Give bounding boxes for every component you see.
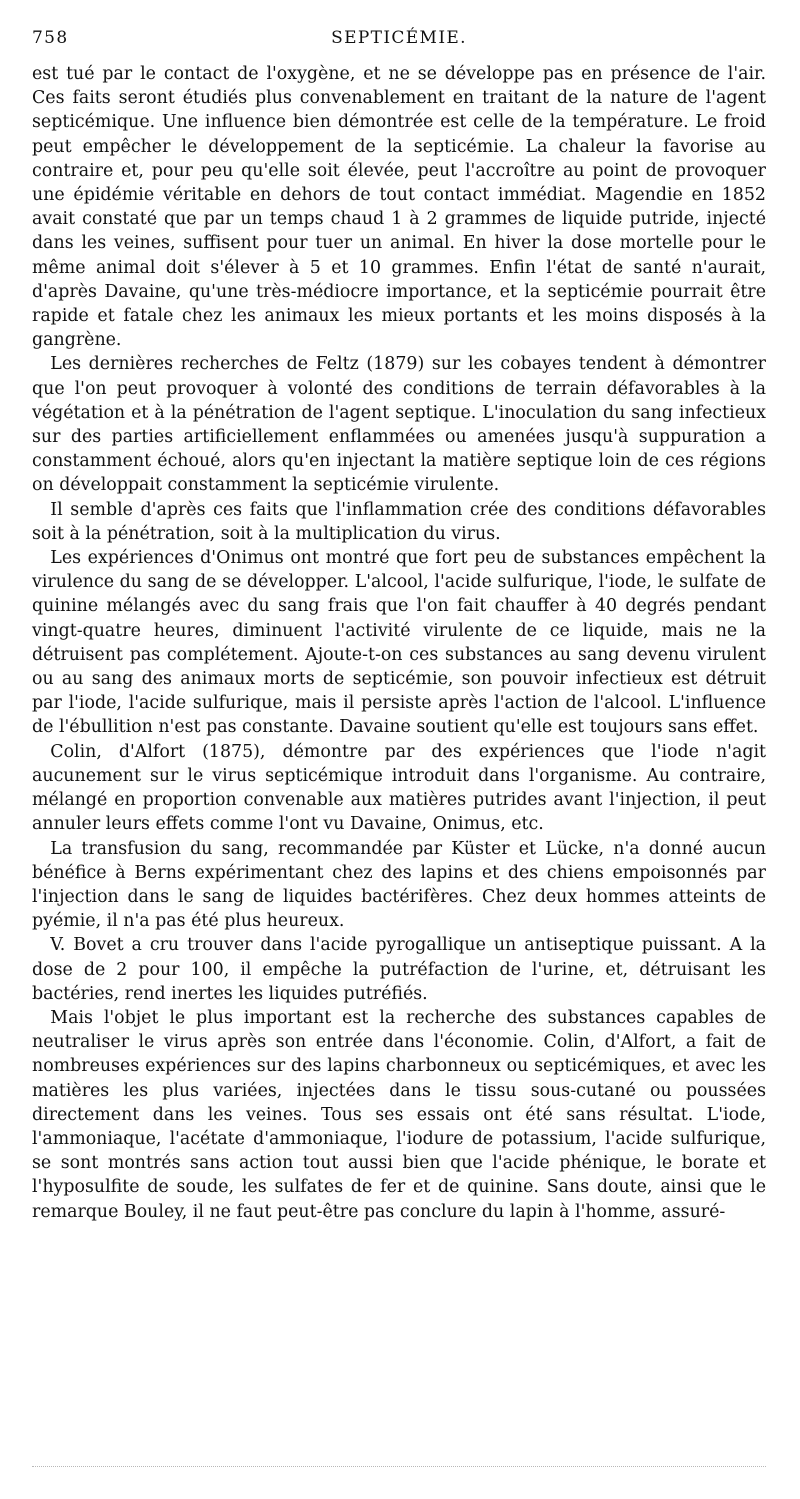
paragraph-1: est tué par le contact de l'oxygène, et ne se développe pas en présence de l'air. Ces faits seront étudiés plus convenablement en traitant de la nature de l'agent septicémique. Une influence bien démontrée est celle de la température. Le froid peut empêcher le développement de la septicémie. La chaleur la favorise au contraire et, pour peu qu'elle soit élevée, peut l'accroître au point de provoquer une épidémie véritable en dehors de tout contact immédiat. Magendie en 1852 avait constaté que par un temps chaud 1 à 2 grammes de liquide putride, injecté dans les veines, suffisent pour tuer un animal. En hiver la dose mortelle pour le même animal doit s'élever à 5 et 10 grammes. Enfin l'état de santé n'aurait, d'après Davaine, qu'une très-médiocre importance, et la septicémie pourrait être rapide et fatale chez les animaux les mieux portants et les moins disposés à la gangrène.	[32, 64, 766, 351]
running-title: SEPTICÉMIE.	[331, 28, 467, 48]
paragraph-6: La transfusion du sang, recommandée par Küster et Lücke, n'a donné aucun bénéfice à Berns expérimentant chez des lapins et des chiens empoisonnés par l'injection dans le sang de liquides bactérifères. Chez deux hommes atteints de pyémie, il n'a pas été plus heureux.	[32, 838, 766, 932]
paragraph-4: Les expériences d'Onimus ont montré que fort peu de substances empêchent la virulence du sang de se développer. L'alcool, l'acide sulfurique, l'iode, le sulfate de quinine mélangés avec du sang frais que l'on fait chauffer à 40 degrés pendant vingt-quatre heures, diminuent l'activité virulente de ce liquide, mais ne la détruisent pas complétement. Ajoute-t-on ces substances au sang devenu virulent ou au sang des animaux morts de septicémie, son pouvoir infectieux est détruit par l'iode, l'acide sulfurique, mais il persiste après l'action de l'alcool. L'influence de l'ébullition n'est pas constante. Davaine soutient qu'elle est toujours sans effet.	[32, 548, 766, 738]
paragraph-5: Colin, d'Alfort (1875), démontre par des expériences que l'iode n'agit aucunement sur le virus septicémique introduit dans l'organisme. Au contraire, mélangé en proportion convenable aux matières putrides avant l'injection, il peut annuler leurs effets comme l'ont vu Davaine, Onimus, etc.	[32, 741, 766, 835]
page-header	[32, 22, 766, 62]
paragraph-2: Les dernières recherches de Feltz (1879) sur les cobayes tendent à démontrer que l'on peut provoquer à volonté des conditions de terrain défavorables à la végétation et à la pénétration de l'agent septique. L'inoculation du sang infectieux sur des parties artificiellement enflammées ou amenées jusqu'à suppuration a constamment échoué, alors qu'en injectant la matière septique loin de ces régions on développait constamment la septicémie virulente.	[32, 354, 766, 496]
page-number: 758	[32, 28, 69, 48]
paragraph-8: Mais l'objet le plus important est la recherche des substances capables de neutraliser le virus après son entrée dans l'économie. Colin, d'Alfort, a fait de nombreuses expériences sur des lapins charbonneux ou septicémiques, et avec les matières les plus variées, injectées dans le tissu sous-cutané ou poussées directement dans les veines. Tous ses essais ont été sans résultat. L'iode, l'ammoniaque, l'acétate d'ammoniaque, l'iodure de potassium, l'acide sulfurique, se sont montrés sans action tout aussi bien que l'acide phénique, le borate et l'hyposulfite de soude, les sulfates de fer et de quinine. Sans doute, ainsi que le remarque Bouley, il ne faut peut-être pas conclure du lapin à l'homme, assuré-	[32, 1007, 766, 1222]
footer-divider	[32, 1466, 766, 1467]
paragraph-3: Il semble d'après ces faits que l'inflammation crée des conditions défavorables soit à la pénétration, soit à la multiplication du virus.	[32, 499, 766, 544]
body-text	[32, 62, 766, 1224]
paragraph-7: V. Bovet a cru trouver dans l'acide pyrogallique un antiseptique puissant. A la dose de 2 pour 100, il empêche la putréfaction de l'urine, et, détruisant les bactéries, rend inertes les liquides putréfiés.	[32, 935, 766, 1004]
